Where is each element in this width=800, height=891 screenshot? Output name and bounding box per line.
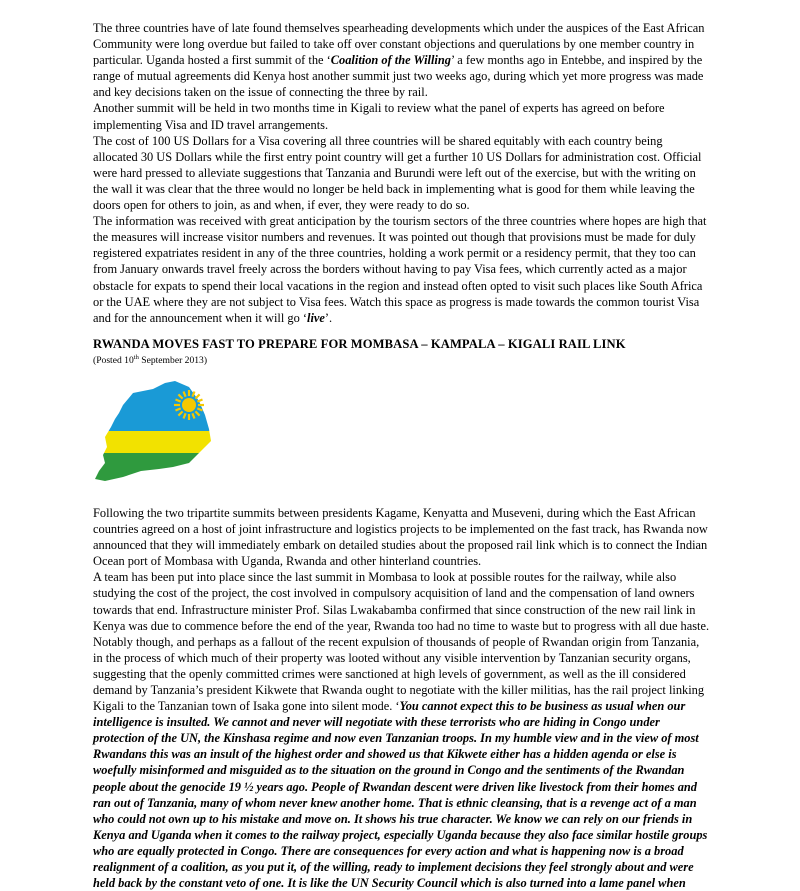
flag-green-band	[93, 453, 223, 487]
posted-sup: th	[133, 353, 139, 361]
paragraph-text: ’.	[324, 310, 333, 325]
rwanda-map-svg	[93, 377, 223, 487]
article1-paragraph-4	[93, 213, 710, 326]
emphasis-text: Coalition of the Willing	[330, 53, 451, 68]
rwanda-flag-map-icon	[93, 377, 223, 487]
quote-text: You cannot expect this to be business as usual when our intelligence is insulted. We cannot and never will negotiate with these terrorists who are hiding in Congo under protection of the UN, the Kinshasa regime and now even Tanzanian troops. In my humble view and in the view of most Rwandans this was an insult of the highest order and showed us that Kikwete either has a hidden agenda or else is woefully misinformed and misguided as to the situation on the ground in Congo and the sentiments of the Rwandan people about the genocide 19 ½ years ago. People of Rwandan descent were driven like livestock from their homes and ran out of Tanzania, many of whom never knew another home. That is ethnic cleansing, that is a revenge act of a man who could not own up to his mistake and move on. It shows his true character. We know we can rely on our friends in Kenya and Uganda when it comes to the railway project, especially Uganda because they also face similar hostile groups who are equally protected in Congo. There are consequences for every action and what is happening now is a broad realignment of a coalition, as you put it, of the willing, ready to implement decisions they feel strongly about and were held back by the constant veto of one. It is like the UN Security Council which is also turned into a lame panel when	[93, 699, 708, 891]
article1-paragraph-3: The cost of 100 US Dollars for a Visa covering all three countries will be shared equitably with each country being allocated 30 US Dollars while the first entry point country will get a further 10 US Dollars for administration cost. Official were hard pressed to alleviate suggestions that Tanzania and Burundi were left out of the exercise, but with the writing on the wall it was clear that the three would no longer be held back in implementing what is good for them while leaving the doors open for others to join, as and when, if ever, they were ready to do so.	[93, 133, 702, 213]
paragraph-text: Notably though, and perhaps as a fallout of the recent expulsion of thousands of people of Rwandan origin from Tanzania, in the process of which much of their property was looted without any visible intervention by Tanzanian security organs, suggesting that the openly committed crimes were sanctioned at high levels of government, as well as the ill considered demand by Tanzania’s president Kikwete that Rwanda ought to negotiate with the killer militias, has the rail project linking Kigali to the Tanzanian town of Isaka gone into silent mode. ‘	[93, 634, 705, 714]
article1-paragraph-2: Another summit will be held in two months time in Kigali to review what the panel of experts has agreed on before implementing Visa and ID travel arrangements.	[93, 101, 665, 132]
article2-paragraph-1: Following the two tripartite summits between presidents Kagame, Kenyatta and Museveni, during which the East African countries agreed on a host of joint infrastructure and logistics projects to be implemented on the fast track, has Rwanda now announced that they will immediately embark on detailed studies about the proposed rail link which is to connect the Indian Ocean port of Mombasa with Uganda, Rwanda and other hinterland countries.	[93, 505, 708, 569]
posted-suffix: September 2013)	[138, 354, 208, 366]
sun-icon	[174, 390, 204, 420]
flag-yellow-band	[93, 431, 223, 453]
paragraph-text: ’ a few months ago in Entebbe, and inspired by the range of mutual agreements did Kenya host another summit just two weeks ago, during which yet more progress was made and key decisions taken on the issue of connecting the three by rail.	[93, 53, 704, 100]
article-heading: RWANDA MOVES FAST TO PREPARE FOR MOMBASA – KAMPALA – KIGALI RAIL LINK	[93, 336, 626, 351]
paragraph-text: The three countries have of late found themselves spearheading developments which under the auspices of the East African Community were long overdue but failed to take off over constant objections and querulations by one member country in particular. Uganda hosted a first summit of the ‘	[93, 21, 705, 68]
article2-paragraph-2: A team has been put into place since the last summit in Mombasa to look at possible routes for the railway, while also studying the cost of the project, the cost involved in compulsory acquisition of land and the compensation of land owners towards that end. Infrastructure minister Prof. Silas Lwakabamba confirmed that since construction of the new rail link in Kenya was due to commence before the end of the year, Rwanda too had no time to waste but to progress with all due haste.	[93, 570, 710, 633]
paragraph-text: The information was received with great anticipation by the tourism sectors of the three countries where hopes are high that the measures will increase visitor numbers and revenues. It was pointed out though that provisions must be made for duly registered expatriates resident in any of the three countries, holding a work permit or a residency permit, that they too can from January onwards travel freely across the borders without having to pay Visa fees, which currently acted as a major obstacle for expats to spend their local vacations in the region and instead often opted to visit such places like South Africa or the UAE where they are not subject to Visa fees. Watch this space as progress is made towards the common tourist Visa and for the announcement when it will go ‘	[93, 214, 707, 325]
emphasis-text: live	[307, 310, 325, 325]
document-page	[93, 20, 710, 891]
article1-paragraph-1	[93, 20, 710, 100]
article2-paragraph-3	[93, 634, 710, 891]
posted-prefix: (Posted 10	[93, 354, 134, 366]
posted-date	[93, 352, 710, 367]
